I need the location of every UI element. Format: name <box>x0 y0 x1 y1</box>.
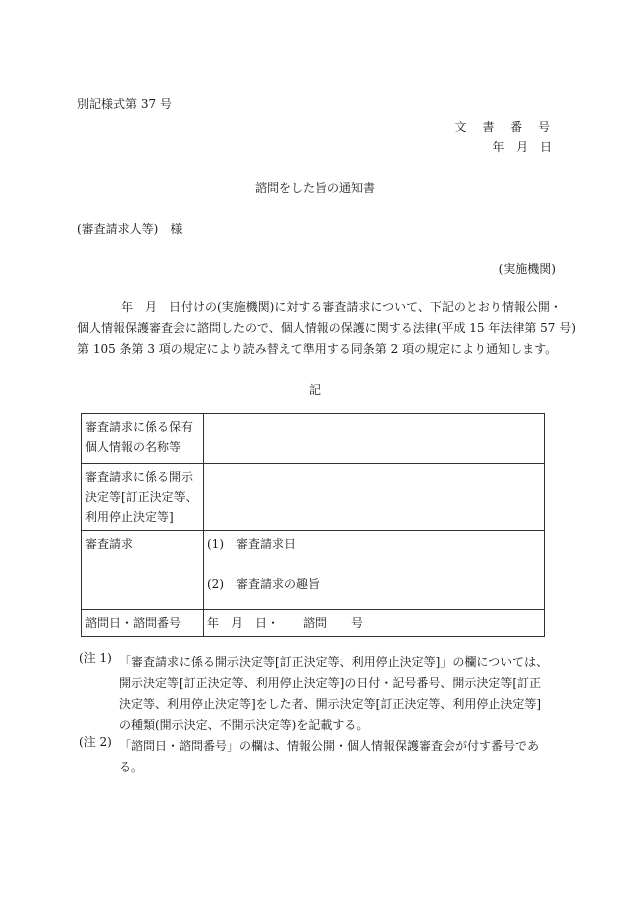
body-line-1: 年 月 日付けの(実施機関)に対する審査請求について、下記のとおり情報公開・ <box>121 300 562 314</box>
ki-heading: 記 <box>308 383 321 397</box>
body-line-2: 個人情報保護審査会に諮問したので、個人情報の保護に関する法律(平成 15 年法律第 57 号) <box>77 321 576 335</box>
record-table <box>81 413 545 637</box>
table-row <box>82 414 545 464</box>
issuing-agency: (実施機関) <box>498 262 556 276</box>
form-number: 別記様式第 37 号 <box>77 97 172 111</box>
request-purpose-item: (2) 審査請求の趣旨 <box>207 577 320 591</box>
note-2-text: 「諮問日・諮問番号」の欄は、情報公開・個人情報保護審査会が付す番号である。 <box>119 739 540 774</box>
row-value-inquiry-date-number: 年 月 日・ 諮問 号 <box>204 610 545 637</box>
table-row <box>82 610 545 637</box>
row-label-inquiry-date-number: 諮問日・諮問番号 <box>82 610 204 637</box>
note-1-text: 「審査請求に係る開示決定等[訂正決定等、利用停止決定等]」の欄については、開示決定等[訂正決定等、利用停止決定等]の日付・記号番号、開示決定等[訂正決定等、利用停止決定等]をした者、開示決定等[訂正決定等、利用停止決定等]の種類(開示決定、不開示決定等)を記載する。 <box>119 655 549 732</box>
table-row <box>82 464 545 531</box>
row-label-personal-info-name: 審査請求に係る保有個人情報の名称等 <box>82 414 204 464</box>
note-2-label: (注 2) <box>79 735 112 749</box>
row-value-request <box>204 531 545 610</box>
note-1-label: (注 1) <box>79 651 112 665</box>
document-title: 諮問をした旨の通知書 <box>254 181 375 195</box>
table-row <box>82 531 545 610</box>
document-number-label: 文 書 番 号 <box>454 120 556 134</box>
body-line-3: 第 105 条第 3 項の規定により読み替えて準用する同条第 2 項の規定により通知します。 <box>77 342 558 356</box>
item-spacer <box>207 554 541 574</box>
row-value-disclosure-decision <box>204 464 545 531</box>
request-date-item: (1) 審査請求日 <box>207 537 296 551</box>
addressee: (審査請求人等) 様 <box>77 222 183 236</box>
row-value-personal-info-name <box>204 414 545 464</box>
document-date-label: 年 月 日 <box>492 140 556 154</box>
row-label-disclosure-decision: 審査請求に係る開示決定等[訂正決定等、利用停止決定等] <box>82 464 204 531</box>
row-label-request: 審査請求 <box>82 531 204 610</box>
